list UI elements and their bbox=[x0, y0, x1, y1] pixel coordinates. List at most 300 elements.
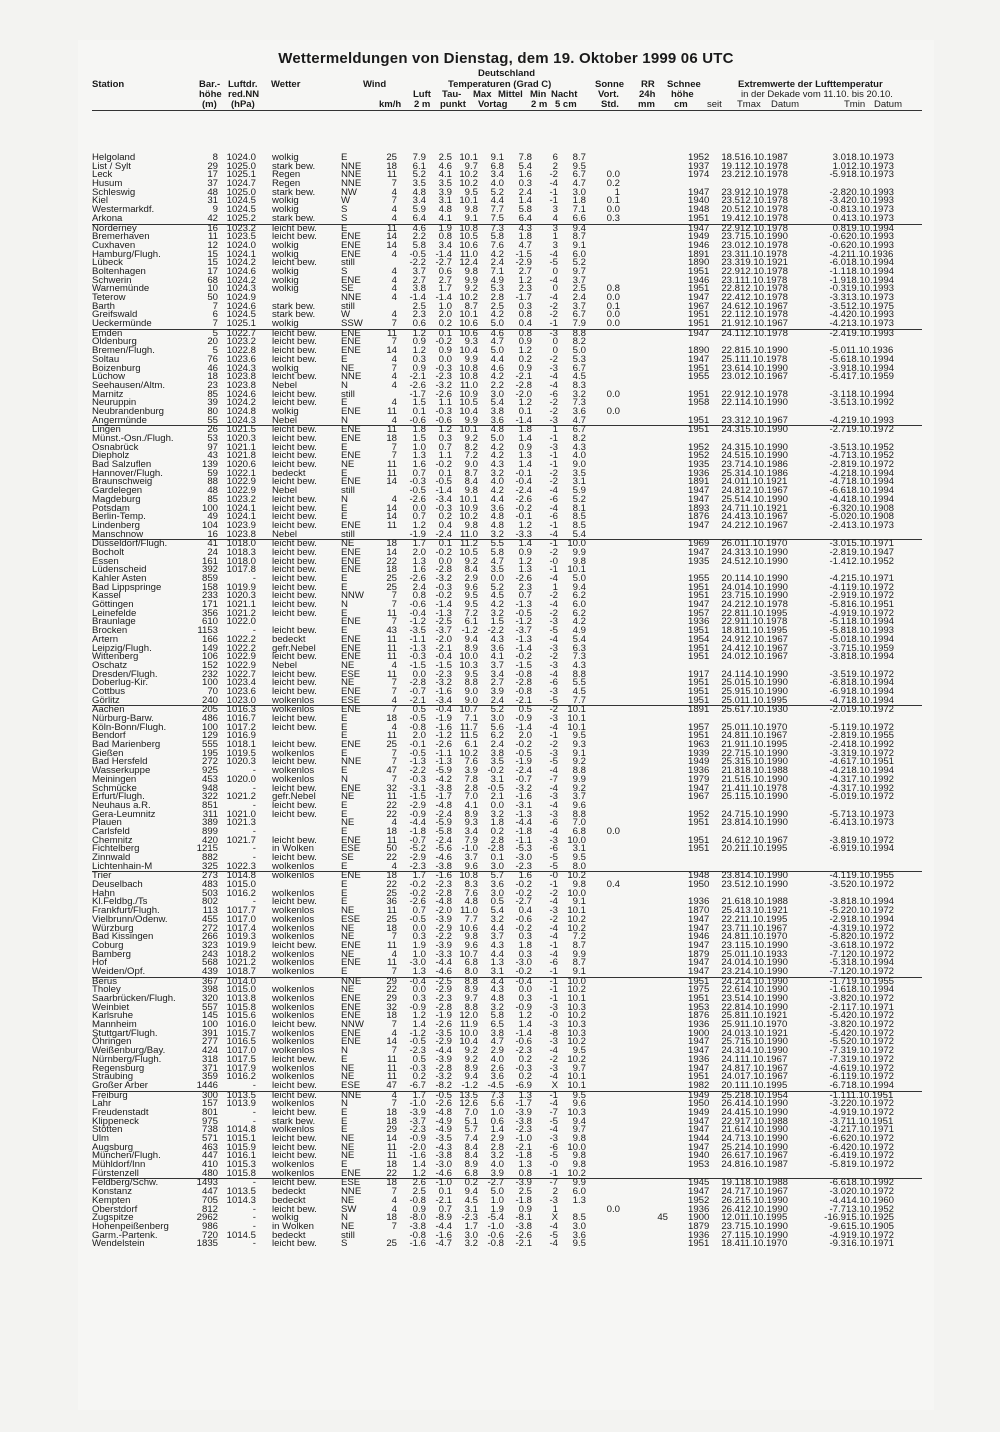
cell-luft-2m: -0.6 bbox=[409, 414, 426, 426]
cell-sonne: 4.3 bbox=[572, 441, 586, 453]
cell-min-2m: -1.3 bbox=[515, 599, 532, 611]
cell-luft-2m: -1.2 bbox=[409, 616, 426, 628]
cell-wind-kmh: 7 bbox=[391, 685, 397, 697]
cell-wetter: leicht bew. bbox=[272, 476, 317, 488]
cell-luftdruck: 1022.3 bbox=[226, 860, 256, 872]
cell-wind-richtung: NNE bbox=[341, 178, 362, 190]
cell-station: Nürnberg/Flugh. bbox=[92, 1053, 162, 1065]
cell-tmin: -1.1 bbox=[829, 1089, 846, 1101]
cell-wind-richtung: E bbox=[341, 222, 348, 234]
cell-wetter: leicht bew. bbox=[272, 896, 317, 908]
cell-wind-richtung: E bbox=[341, 887, 348, 899]
cell-luftdruck: 1024.6 bbox=[226, 388, 256, 400]
cell-seit: 1947 bbox=[688, 353, 710, 365]
cell-wind-richtung: NNE bbox=[341, 756, 362, 768]
cell-mittel: 6.8 bbox=[490, 160, 504, 172]
cell-wetter: bedeckt bbox=[272, 633, 306, 645]
cell-tmin: -5.5 bbox=[829, 1036, 846, 1048]
cell-wind-kmh: 18 bbox=[386, 922, 397, 934]
cell-tmax-datum: 11.10.1933 bbox=[740, 948, 788, 960]
cell-wind-kmh: 7 bbox=[391, 599, 397, 611]
cell-tmin-datum: 20.10.1972 bbox=[846, 1010, 895, 1022]
cell-taupunkt: 0.6 bbox=[438, 265, 452, 277]
cell-tmin: -4.7 bbox=[829, 476, 846, 488]
cell-wetter: leicht bew. bbox=[272, 546, 317, 558]
cell-mittel: 1.8 bbox=[490, 817, 504, 829]
cell-sonne: 5.3 bbox=[572, 353, 586, 365]
cell-nacht-5cm: -4 bbox=[549, 573, 558, 584]
cell-nacht-5cm: -3 bbox=[549, 834, 558, 846]
cell-wetter: gefr.Nebel bbox=[272, 642, 316, 654]
cell-tmax: 22.8 bbox=[721, 345, 740, 357]
cell-tmax-datum: 17.10.1967 bbox=[740, 1186, 789, 1198]
cell-sonne: 7.9 bbox=[572, 318, 586, 330]
cell-mittel: 3.8 bbox=[490, 1027, 504, 1039]
cell-nacht-5cm: 3 bbox=[552, 222, 558, 234]
cell-taupunkt: 1.1 bbox=[438, 397, 452, 409]
cell-luft-2m: -0.9 bbox=[409, 1001, 426, 1013]
cell-tmax-datum: 12.10.1990 bbox=[740, 1203, 789, 1215]
cell-wind-richtung: E bbox=[341, 860, 348, 872]
cell-wind-kmh: 18 bbox=[386, 160, 397, 172]
cell-station: Helgoland bbox=[92, 152, 136, 163]
cell-wind-richtung: NE bbox=[341, 922, 355, 934]
cell-luft-2m: 0.9 bbox=[412, 362, 426, 374]
cell-min-2m: -0.9 bbox=[515, 1001, 532, 1013]
cell-tmax: 23.8 bbox=[721, 817, 740, 829]
cell-tmin-datum: 20.10.1972 bbox=[846, 931, 895, 943]
cell-max: 8.8 bbox=[464, 975, 478, 987]
cell-max: 9.4 bbox=[464, 1071, 478, 1083]
cell-wetter: leicht bew. bbox=[272, 808, 317, 820]
col-barhoehe-2: höhe bbox=[199, 89, 222, 100]
cell-min-2m: -5.3 bbox=[515, 843, 532, 855]
cell-max: 9.9 bbox=[464, 353, 478, 365]
cell-wetter: leicht bew. bbox=[272, 1106, 317, 1118]
cell-tmin: -4.9 bbox=[829, 1106, 846, 1118]
cell-tmin-datum: 19.10.1972 bbox=[846, 1053, 895, 1065]
cell-taupunkt: -3.3 bbox=[435, 948, 452, 960]
cell-nacht-5cm: -4 bbox=[549, 178, 558, 190]
cell-seit: 1946 bbox=[688, 931, 710, 943]
cell-taupunkt: -2.7 bbox=[435, 257, 452, 269]
cell-tmin-datum: 18.10.1994 bbox=[846, 685, 895, 697]
cell-luftdruck: 1017.2 bbox=[226, 721, 256, 733]
cell-min-2m: 0.9 bbox=[518, 362, 532, 374]
cell-min-2m: -3.0 bbox=[515, 852, 532, 863]
cell-taupunkt: -1.6 bbox=[435, 685, 452, 697]
cell-mittel: 5.7 bbox=[490, 870, 504, 882]
cell-luftdruck: 1018.0 bbox=[226, 555, 256, 567]
cell-wind-richtung: ESE bbox=[341, 694, 361, 706]
cell-luftdruck: 1023.8 bbox=[226, 379, 256, 391]
cell-tmax: 27.1 bbox=[721, 1229, 740, 1241]
cell-wind-kmh: 47 bbox=[386, 1079, 397, 1091]
cell-luft-2m: -1.2 bbox=[409, 1027, 426, 1039]
cell-mittel: 3.2 bbox=[490, 808, 504, 820]
cell-wind-richtung: E bbox=[341, 511, 348, 523]
cell-luftdruck: 1015.8 bbox=[226, 1001, 256, 1013]
cell-schnee: 45 bbox=[657, 1212, 668, 1224]
cell-barhoehe: 26 bbox=[207, 424, 218, 436]
cell-tmin-datum: 19.10.1972 bbox=[846, 747, 895, 759]
cell-wind-richtung: ENE bbox=[341, 248, 361, 260]
cell-barhoehe: 43 bbox=[207, 450, 218, 462]
cell-barhoehe: 1153 bbox=[197, 625, 218, 637]
cell-tmin: -3.3 bbox=[829, 292, 846, 303]
cell-wind-richtung: ENE bbox=[341, 433, 361, 444]
cell-barhoehe: 233 bbox=[201, 590, 218, 602]
cell-station: Teterow bbox=[92, 292, 126, 303]
cell-nacht-5cm: -4 bbox=[549, 825, 558, 837]
cell-wetter: Nebel bbox=[272, 659, 298, 671]
cell-taupunkt: -2.8 bbox=[435, 887, 452, 899]
cell-luftdruck: 1023.4 bbox=[226, 677, 256, 689]
cell-min-2m: 2.3 bbox=[518, 283, 532, 295]
cell-tmax-datum: 11.10.1978 bbox=[740, 782, 788, 794]
cell-mittel: 4.7 bbox=[490, 1036, 504, 1048]
cell-wetter: leicht bew. bbox=[272, 397, 317, 409]
cell-luftdruck: - bbox=[252, 782, 256, 794]
cell-barhoehe: 300 bbox=[201, 1089, 218, 1101]
cell-tmax: 19.1 bbox=[721, 160, 740, 172]
cell-luftdruck: 1018.2 bbox=[226, 948, 256, 960]
cell-luftdruck: 1023.5 bbox=[226, 231, 256, 243]
cell-min-2m: 0.8 bbox=[518, 327, 532, 339]
cell-barhoehe: 277 bbox=[201, 1036, 218, 1048]
cell-mittel: 0.2 bbox=[490, 825, 504, 837]
col-sonne: Sonne bbox=[595, 79, 625, 90]
cell-tmin: -3.4 bbox=[829, 195, 846, 207]
cell-tmin: -2.4 bbox=[829, 739, 846, 751]
cell-min-2m: 0.4 bbox=[518, 905, 532, 917]
cell-luftdruck: 1016.1 bbox=[226, 1150, 256, 1162]
cell-luftdruck: 1018.3 bbox=[226, 546, 256, 558]
cell-nacht-5cm: 1 bbox=[552, 424, 558, 436]
cell-max: 12.4 bbox=[459, 257, 478, 269]
cell-mittel: -0.5 bbox=[487, 782, 504, 794]
cell-sonne: 5.4 bbox=[572, 633, 586, 645]
cell-tmax-datum: 11.10.1967 bbox=[740, 1053, 788, 1065]
cell-tmin-datum: 19.10.1972 bbox=[846, 424, 895, 436]
cell-min-2m: -2.6 bbox=[515, 573, 532, 584]
cell-wind-richtung: E bbox=[341, 397, 348, 409]
cell-barhoehe: 16 bbox=[207, 222, 218, 234]
cell-min-2m: -0.2 bbox=[515, 879, 532, 891]
cell-barhoehe: 29 bbox=[207, 160, 218, 172]
cell-sonne: 10.0 bbox=[567, 887, 586, 899]
cell-mittel: 4.0 bbox=[490, 1159, 504, 1171]
cell-station: Boltenhagen bbox=[92, 265, 146, 277]
cell-seit: 1940 bbox=[688, 195, 710, 207]
cell-min-2m: -1.3 bbox=[515, 633, 532, 645]
cell-wind-richtung: ENE bbox=[341, 555, 361, 567]
cell-tmax-datum: 12.10.1967 bbox=[740, 651, 789, 663]
cell-tmax-datum: 15.10.1990 bbox=[740, 747, 789, 759]
cell-barhoehe: 104 bbox=[201, 519, 218, 531]
cell-tmax: 23.7 bbox=[721, 590, 740, 602]
cell-taupunkt: -0.3 bbox=[435, 362, 452, 374]
cell-seit: 1951 bbox=[688, 694, 710, 706]
cell-wetter: leicht bew. bbox=[272, 581, 317, 593]
cell-luft-2m: 1.2 bbox=[412, 327, 426, 339]
cell-sonne: 3.1 bbox=[572, 476, 586, 488]
cell-barhoehe: 503 bbox=[201, 887, 218, 899]
cell-tmin-datum: 19.10.1972 bbox=[846, 607, 895, 619]
cell-rr-24h: 0.1 bbox=[606, 300, 620, 312]
cell-wind-richtung: ENE bbox=[341, 327, 361, 339]
cell-barhoehe: 7 bbox=[212, 300, 218, 312]
cell-luftdruck: 1015.3 bbox=[226, 1159, 256, 1171]
cell-barhoehe: 925 bbox=[201, 765, 218, 777]
cell-max: 7.4 bbox=[464, 1133, 478, 1144]
cell-tmax-datum: 12.10.1967 bbox=[740, 519, 789, 531]
cell-min-2m: -1.8 bbox=[515, 1194, 532, 1206]
cell-taupunkt: 0.1 bbox=[438, 538, 452, 550]
cell-luftdruck: 1016.0 bbox=[226, 1019, 256, 1031]
cell-tmin-datum: 18.10.1973 bbox=[846, 169, 895, 181]
cell-luft-2m: -2.6 bbox=[409, 896, 426, 908]
cell-sonne: 8.7 bbox=[572, 231, 586, 243]
cell-mittel: 1.0 bbox=[490, 1106, 504, 1118]
cell-nacht-5cm: -3 bbox=[549, 713, 558, 724]
cell-mittel: 2.5 bbox=[490, 300, 504, 312]
cell-wetter: leicht bew. bbox=[272, 371, 317, 383]
cell-station: Aachen bbox=[92, 704, 125, 716]
cell-station: Leipzig/Flugh. bbox=[92, 642, 152, 654]
cell-mittel: -0.2 bbox=[487, 765, 504, 777]
cell-wind-kmh: 7 bbox=[391, 704, 397, 716]
cell-barhoehe: 367 bbox=[201, 975, 218, 987]
cell-min-2m: 5.4 bbox=[518, 160, 532, 172]
cell-luftdruck: 1024.5 bbox=[226, 204, 256, 216]
cell-sonne: 9.5 bbox=[572, 852, 586, 863]
cell-station: List / Sylt bbox=[92, 160, 131, 172]
cell-tmin-datum: 20.10.1972 bbox=[846, 879, 895, 891]
cell-wind-richtung: NE bbox=[341, 817, 355, 829]
cell-tmax-datum: 15.10.1990 bbox=[740, 677, 789, 689]
cell-wind-richtung: E bbox=[341, 1124, 348, 1136]
cell-tmin-datum: 12.10.1975 bbox=[846, 300, 895, 312]
cell-max: 9.7 bbox=[464, 160, 478, 172]
cell-tmin: -3.8 bbox=[829, 834, 846, 846]
cell-wind-richtung: ENE bbox=[341, 1027, 361, 1039]
cell-station: Erfurt/Flugh. bbox=[92, 791, 145, 803]
cell-max: 6.8 bbox=[464, 1167, 478, 1179]
cell-luft-2m: -2.0 bbox=[409, 1141, 426, 1153]
cell-luftdruck: 1024.2 bbox=[226, 274, 256, 286]
cell-station: Oldenburg bbox=[92, 336, 137, 348]
cell-mittel: 5.0 bbox=[490, 433, 504, 444]
cell-luftdruck: 1024.6 bbox=[226, 265, 256, 277]
cell-tmax-datum: 18.10.1954 bbox=[740, 1089, 789, 1101]
cell-nacht-5cm: -1 bbox=[549, 433, 558, 444]
cell-barhoehe: 555 bbox=[201, 739, 218, 751]
cell-wetter: leicht bew. bbox=[272, 441, 317, 453]
cell-nacht-5cm: -2 bbox=[549, 300, 558, 312]
cell-wetter: in Wolken bbox=[272, 843, 314, 855]
cell-tmin-datum: 17.10.1992 bbox=[846, 773, 895, 785]
cell-station: Kl.Feldbg./Ts bbox=[92, 896, 148, 908]
cell-tmax: 24.2 bbox=[721, 975, 740, 987]
cell-nacht-5cm: -3 bbox=[549, 414, 558, 426]
cell-mittel: 4.4 bbox=[490, 195, 504, 207]
cell-tmin-datum: 19.10.1972 bbox=[846, 581, 895, 593]
cell-tmin: -4.1 bbox=[829, 870, 846, 882]
cell-luftdruck: 1019.3 bbox=[226, 931, 256, 943]
cell-tmax: 24.0 bbox=[721, 957, 740, 969]
cell-luftdruck: 1024.2 bbox=[226, 257, 256, 269]
col-luft: Luft bbox=[413, 89, 431, 100]
cell-mittel: 3.4 bbox=[490, 169, 504, 181]
cell-luftdruck: - bbox=[252, 1106, 256, 1118]
cell-barhoehe: 720 bbox=[201, 1229, 218, 1241]
cell-station: Plauen bbox=[92, 817, 122, 829]
col-schnee-unit: cm bbox=[674, 99, 688, 110]
cell-nacht-5cm: -2 bbox=[549, 1053, 558, 1065]
cell-taupunkt: -3.8 bbox=[435, 860, 452, 872]
cell-luftdruck: 1024.7 bbox=[226, 178, 256, 190]
cell-tmax-datum: 12.10.1967 bbox=[740, 633, 789, 645]
cell-tmin: -4.9 bbox=[829, 607, 846, 619]
cell-wind-kmh: 4 bbox=[391, 694, 397, 706]
cell-wetter: leicht bew. bbox=[272, 1150, 317, 1162]
cell-min-2m: 1.3 bbox=[518, 1089, 532, 1101]
cell-tmin-datum: 19.10.1955 bbox=[846, 730, 895, 742]
cell-tmax: 24.3 bbox=[721, 424, 740, 436]
cell-wind-richtung: E bbox=[341, 825, 348, 837]
cell-luftdruck: 1024.0 bbox=[226, 152, 256, 163]
cell-sonne: 4.5 bbox=[572, 685, 586, 697]
cell-taupunkt: -3.2 bbox=[435, 573, 452, 584]
cell-luft-2m: 0.3 bbox=[412, 353, 426, 365]
cell-mittel: 4.1 bbox=[490, 651, 504, 663]
cell-nacht-5cm: -4 bbox=[549, 922, 558, 934]
cell-luft-2m: -1.0 bbox=[409, 1098, 426, 1110]
cell-min-2m: -3.0 bbox=[515, 957, 532, 969]
cell-station: Berlin-Temp. bbox=[92, 511, 146, 523]
cell-luftdruck: - bbox=[252, 799, 256, 811]
cell-nacht-5cm: -2 bbox=[549, 887, 558, 899]
col-wind: Wind bbox=[363, 79, 387, 90]
cell-barhoehe: 240 bbox=[201, 694, 218, 706]
cell-wind-kmh: 11 bbox=[387, 633, 397, 645]
cell-nacht-5cm: -5 bbox=[549, 694, 558, 706]
cell-tmax-datum: 18.10.1988 bbox=[740, 1177, 789, 1189]
cell-tmax: 21.9 bbox=[721, 318, 740, 330]
cell-wind-richtung: N bbox=[341, 414, 348, 426]
cell-tmax: 23.3 bbox=[721, 257, 740, 269]
cell-max: 3.1 bbox=[464, 1203, 478, 1215]
cell-tmax-datum: 11.10.1921 bbox=[740, 1010, 788, 1022]
cell-tmax-datum: 12.10.1967 bbox=[740, 642, 789, 654]
cell-tmin: -2.9 bbox=[829, 913, 846, 925]
cell-min-2m: -0.2 bbox=[515, 965, 532, 977]
cell-taupunkt: -1.0 bbox=[435, 1177, 452, 1189]
cell-nacht-5cm: -4 bbox=[549, 274, 558, 286]
cell-min-2m: 6.4 bbox=[518, 212, 532, 224]
cell-station: Brocken bbox=[92, 625, 128, 637]
cell-max: 10.1 bbox=[459, 195, 478, 207]
cell-tmin: -2.4 bbox=[829, 327, 846, 339]
cell-tmin: -1.6 bbox=[829, 984, 846, 996]
cell-wind-kmh: 7 bbox=[391, 441, 397, 453]
cell-mittel: 4.8 bbox=[490, 519, 504, 531]
cell-station: Greifswald bbox=[92, 309, 138, 321]
cell-sonne: 4.0 bbox=[572, 450, 586, 462]
cell-mittel: 3.7 bbox=[490, 659, 504, 671]
cell-luft-2m: -0.1 bbox=[409, 739, 426, 751]
cell-taupunkt: -4.4 bbox=[435, 1045, 452, 1057]
cell-wetter: leicht bew. bbox=[272, 651, 317, 663]
cell-station: Konstanz bbox=[92, 1186, 133, 1198]
cell-taupunkt: -2.2 bbox=[435, 931, 452, 943]
cell-tmax: 21.6 bbox=[721, 1124, 740, 1136]
cell-sonne: 4.2 bbox=[572, 616, 586, 628]
cell-seit: 1951 bbox=[688, 265, 710, 277]
cell-luft-2m: 5.9 bbox=[412, 204, 426, 216]
cell-seit: 1900 bbox=[688, 1212, 710, 1224]
cell-taupunkt: -2.8 bbox=[435, 564, 452, 576]
cell-tmin-datum: 15.10.1905 bbox=[846, 1220, 895, 1232]
cell-sonne: 6.7 bbox=[572, 362, 586, 374]
cell-station: Oschatz bbox=[92, 659, 128, 671]
cell-seit: 1969 bbox=[688, 538, 710, 550]
cell-wetter: leicht bew. bbox=[272, 1079, 317, 1091]
cell-tmin-datum: 20.10.1972 bbox=[846, 1133, 895, 1144]
cell-luft-2m: 3.7 bbox=[412, 265, 426, 277]
cell-taupunkt: -0.4 bbox=[435, 651, 452, 663]
cell-barhoehe: 15 bbox=[207, 248, 218, 260]
cell-max: 10.8 bbox=[459, 371, 478, 383]
cell-wetter: Nebel bbox=[272, 414, 298, 426]
cell-station: Göttingen bbox=[92, 599, 134, 611]
cell-sonne: 10.2 bbox=[567, 1036, 586, 1048]
cell-mittel: 3.5 bbox=[490, 756, 504, 768]
cell-sonne: 6.0 bbox=[572, 599, 586, 611]
cell-mittel: 5.6 bbox=[490, 1098, 504, 1110]
cell-tmin: -6.8 bbox=[829, 677, 846, 689]
cell-tmin: -4.7 bbox=[829, 694, 846, 706]
cell-max: -1.0 bbox=[461, 843, 478, 855]
cell-tmax: 25.8 bbox=[721, 1010, 740, 1022]
cell-tmin-datum: 18.10.1994 bbox=[846, 984, 895, 996]
cell-barhoehe: 410 bbox=[201, 1159, 218, 1171]
cell-luft-2m: 0.5 bbox=[412, 1053, 426, 1065]
cell-barhoehe: 129 bbox=[201, 730, 218, 742]
cell-nacht-5cm: -2 bbox=[549, 467, 558, 479]
cell-wind-richtung: ENE bbox=[341, 336, 361, 348]
cell-tmax-datum: 11.10.1995 bbox=[740, 739, 788, 751]
cell-wind-richtung: E bbox=[341, 713, 348, 724]
cell-sonne: 8.1 bbox=[572, 502, 586, 514]
cell-seit: 1951 bbox=[688, 843, 710, 855]
cell-station: Görlitz bbox=[92, 694, 120, 706]
cell-tmax-datum: 11.10.1978 bbox=[740, 353, 788, 365]
cell-tmin: -4.2 bbox=[829, 467, 846, 479]
cell-tmax: 25.9 bbox=[721, 685, 740, 697]
cell-luftdruck: 1018.0 bbox=[226, 538, 256, 550]
cell-wetter: leicht bew. bbox=[272, 424, 317, 436]
cell-station: Lichtenhain-M bbox=[92, 860, 153, 872]
cell-luft-2m: -0.4 bbox=[409, 607, 426, 619]
cell-seit: 1951 bbox=[688, 1238, 710, 1250]
cell-seit: 1955 bbox=[688, 371, 710, 383]
cell-wind-kmh: 22 bbox=[386, 1167, 397, 1179]
cell-min-2m: 1.3 bbox=[518, 1159, 532, 1171]
cell-min-2m: -1.8 bbox=[515, 825, 532, 837]
cell-tmax-datum: 11.10.1970 bbox=[740, 538, 788, 550]
